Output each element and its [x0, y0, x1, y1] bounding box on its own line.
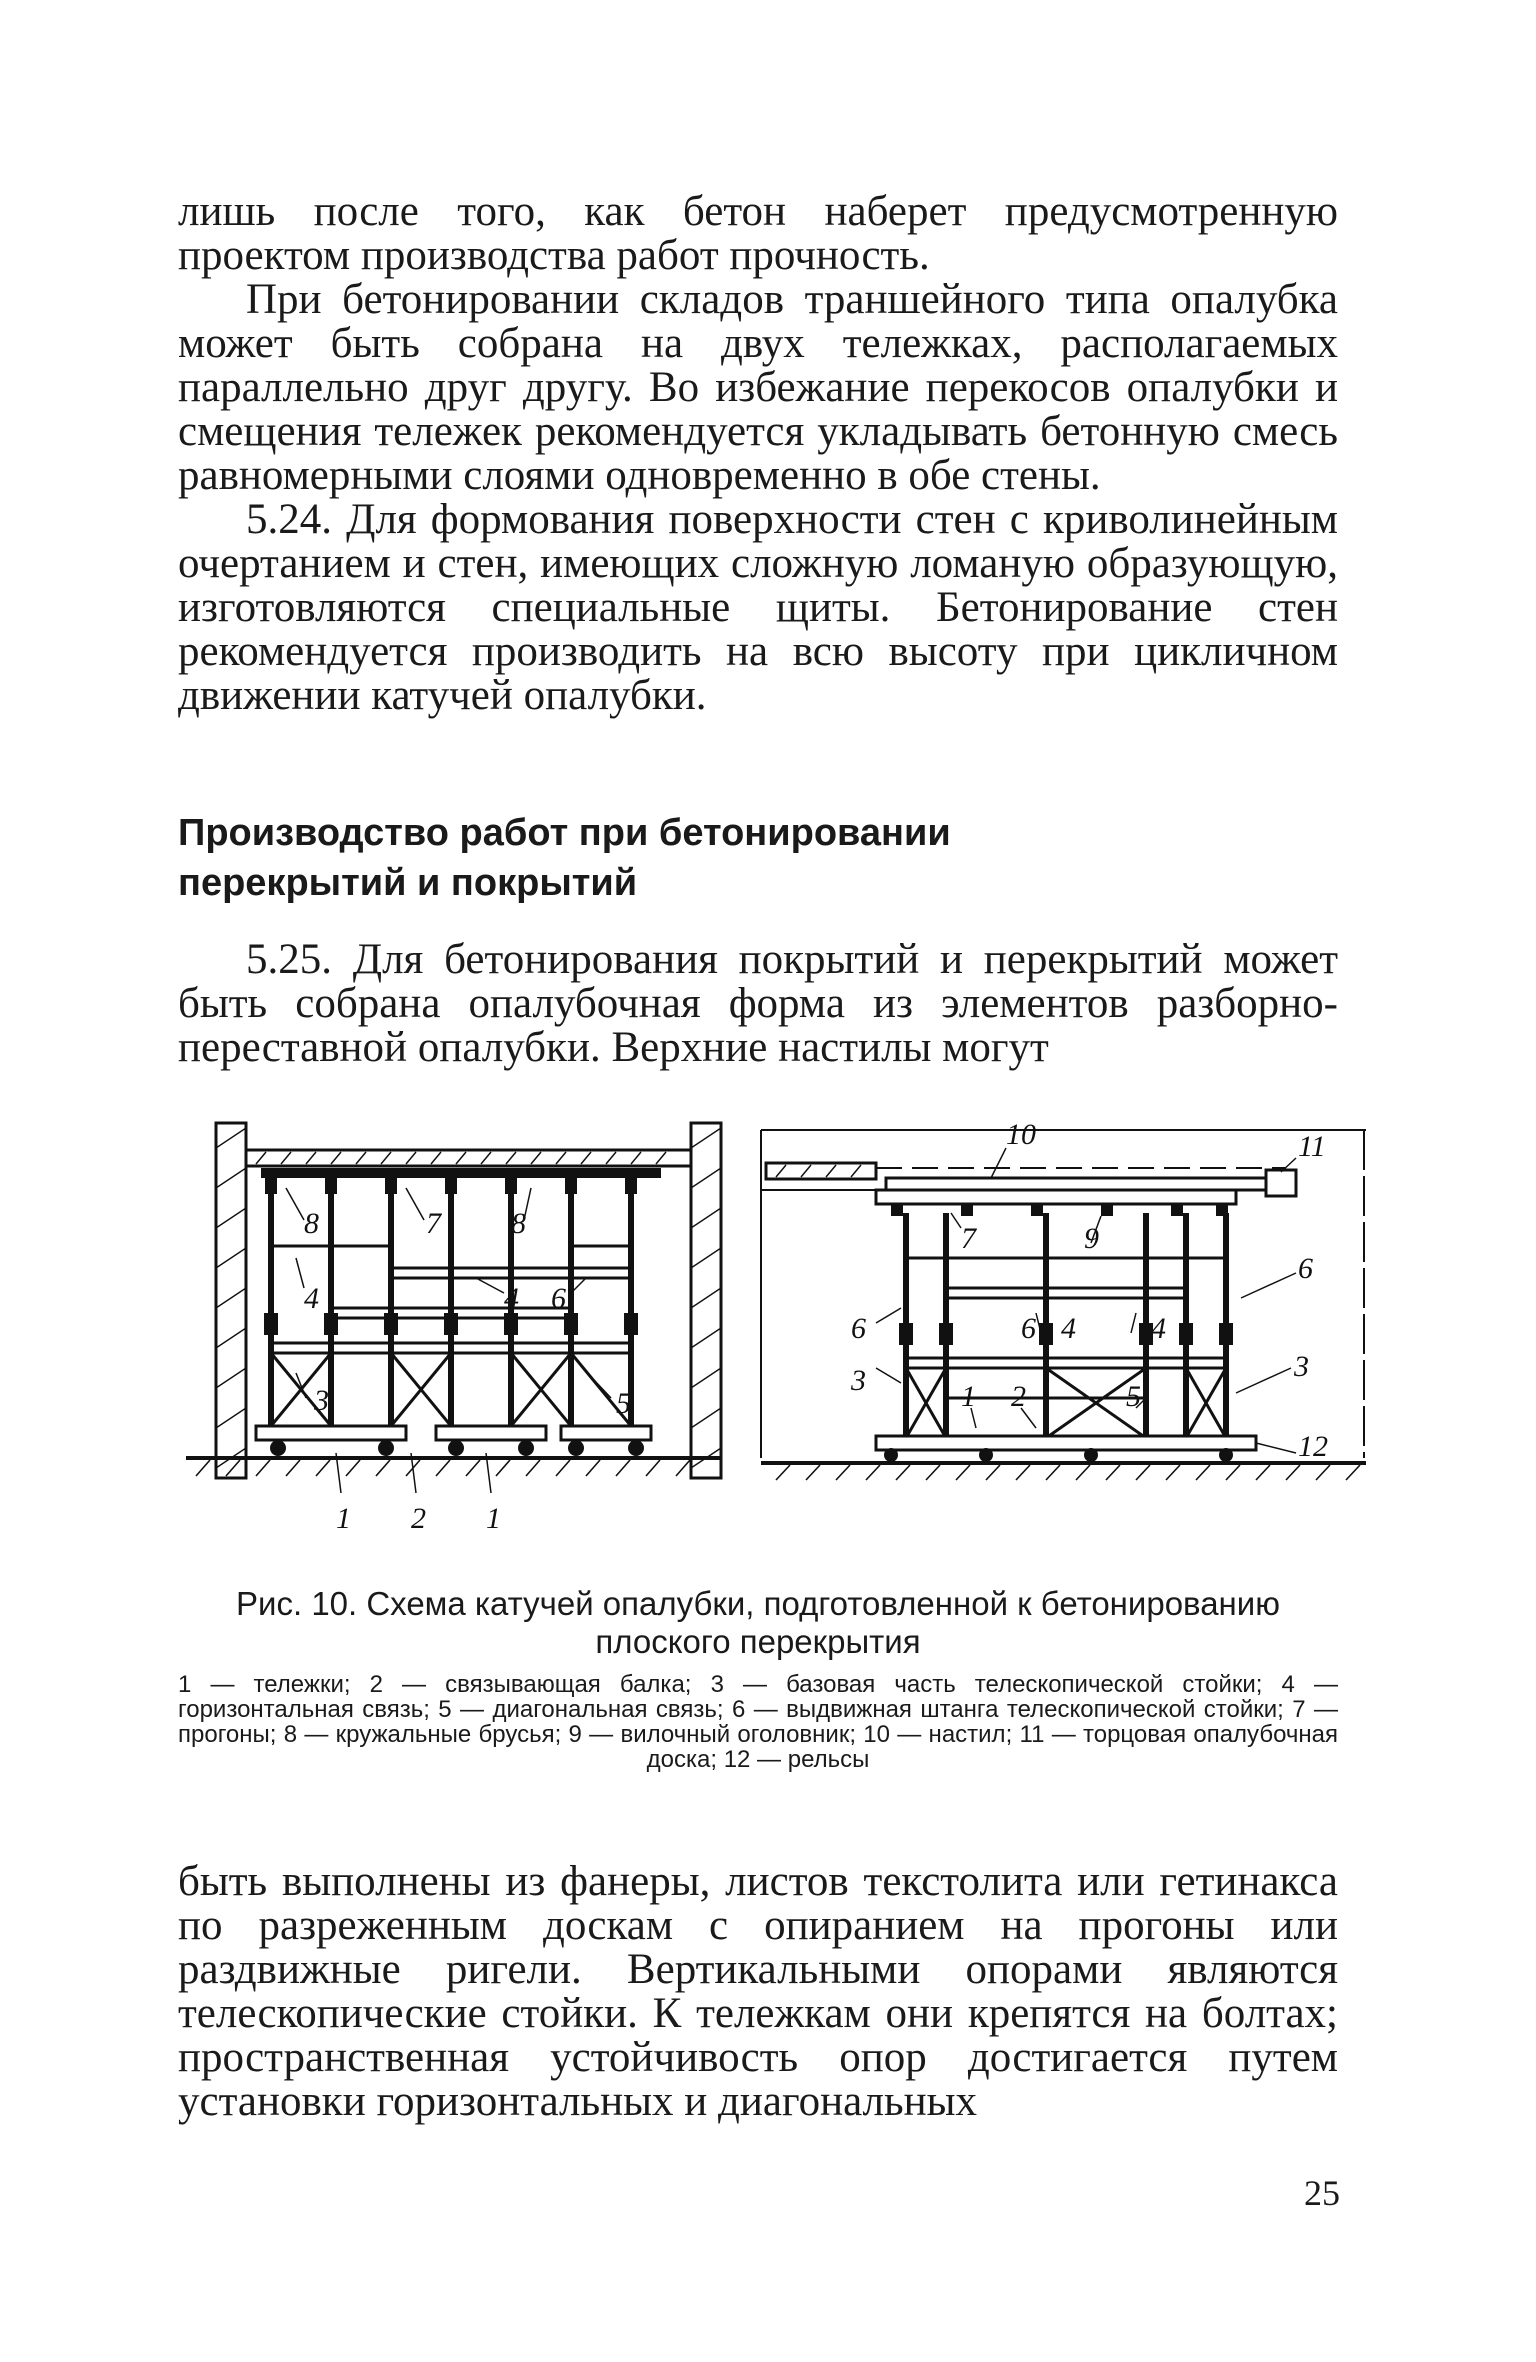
body-text-middle: [178, 938, 1338, 1070]
left-label-4a: 4: [304, 1282, 319, 1315]
figure-formwork-diagram: [186, 1108, 1366, 1543]
right-label-10: 10: [1006, 1118, 1036, 1151]
right-label-9: 9: [1084, 1222, 1099, 1255]
body-text-bottom: [178, 1860, 1338, 2124]
left-view: [186, 1123, 721, 1535]
paragraph-trench-warehouses: При бетонировании складов траншейного типа опалубка может быть собрана на двух тележках, располагаемых параллельно друг другу. Во избежание перекосов опалубки и смещения тележек рекомендуется укладывать бетонную смесь равномерными слоями одновременно в обе стены.: [178, 276, 1338, 499]
left-label-8a: 8: [304, 1207, 319, 1240]
figure-legend: 1 — тележки; 2 — связывающая балка; 3 — базовая часть телескопической стойки; 4 — горизонтальная связь; 5 — диагональная связь; 6 — выдвижная штанга телескопической стойки; 7 — прогоны; 8 — кружальные брусья; 9 — вилочный оголовник; 10 — настил; 11 — торцовая опалубочная доска; 12 — рельсы: [178, 1671, 1338, 1773]
right-label-12: 12: [1298, 1430, 1328, 1463]
right-label-11: 11: [1298, 1130, 1326, 1163]
right-label-1: 1: [961, 1380, 976, 1413]
end-board: [1266, 1170, 1296, 1196]
right-purlin: [876, 1190, 1236, 1204]
left-label-7: 7: [426, 1207, 441, 1240]
paragraph-5-24: 5.24. Для формования поверхности стен с криволинейным очертанием и стен, имеющих сложную ломаную образующую, изготовляются специальные щиты. Бетонирование стен рекомендуется производить на всю высоту при цикличном движении катучей опалубки.: [178, 496, 1338, 719]
page-number: 25: [1304, 2173, 1340, 2213]
formwork-diagram-svg: [186, 1108, 1366, 1543]
paragraph-continuation: лишь после того, как бетон наберет предусмотренную проектом производства работ прочность.: [178, 188, 1338, 279]
section-heading-line-2: перекрытий и покрытий: [178, 862, 638, 904]
right-view: [761, 1118, 1366, 1480]
paragraph-continuation-bottom: быть выполнены из фанеры, листов текстолита или гетинакса по разреженным доскам с опиранием на прогоны или раздвижные ригели. Вертикальными опорами являются телескопические стойки. К тележкам они крепятся на болтах; пространственная устойчивость опор достигается путем установки горизонтальных и диагональных: [178, 1858, 1338, 2125]
paragraph-5-25: 5.25. Для бетонирования покрытий и перекрытий может быть собрана опалубочная форма из элементов разборно-переставной опалубки. Верхние настилы могут: [178, 936, 1338, 1071]
right-label-3b: 3: [1294, 1350, 1309, 1383]
right-cart: [876, 1436, 1256, 1450]
right-deck: [886, 1178, 1266, 1190]
figure-caption: Рис. 10. Схема катучей опалубки, подготовленной к бетонированию плоского перекрытия: [236, 1585, 1280, 1660]
left-label-1a: 1: [336, 1502, 351, 1535]
left-label-8b: 8: [511, 1207, 526, 1240]
right-label-3a: 3: [851, 1364, 866, 1397]
left-label-2: 2: [411, 1502, 426, 1535]
right-label-4a: 4: [1061, 1312, 1076, 1345]
left-purlin-beam: [261, 1168, 661, 1178]
body-text-top: [178, 190, 1338, 718]
left-label-1b: 1: [486, 1502, 501, 1535]
section-heading: [178, 808, 1338, 908]
right-label-4b: 4: [1151, 1312, 1166, 1345]
left-deck: [246, 1150, 691, 1166]
right-label-6a: 6: [851, 1312, 866, 1345]
section-heading-line-1: Производство работ при бетонировании: [178, 812, 951, 854]
left-label-6: 6: [551, 1282, 566, 1315]
right-slab-left-edge: [766, 1163, 876, 1179]
right-label-6c: 6: [1298, 1252, 1313, 1285]
left-label-4b: 4: [504, 1282, 519, 1315]
left-label-5: 5: [616, 1387, 631, 1420]
right-label-5: 5: [1126, 1380, 1141, 1413]
right-label-6b: 6: [1021, 1312, 1036, 1345]
right-label-2: 2: [1011, 1380, 1026, 1413]
right-label-7: 7: [961, 1222, 976, 1255]
left-label-3: 3: [314, 1384, 329, 1417]
